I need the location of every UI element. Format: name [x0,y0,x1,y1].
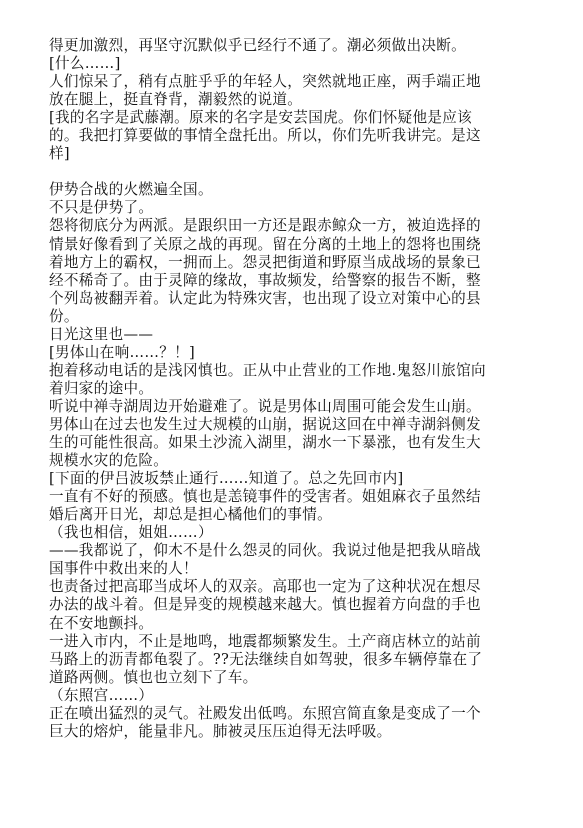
text-line: 份。 [49,307,79,325]
text-line: 着归家的途中。 [49,379,154,397]
text-line: 个列岛被翻弄着。认定此为特殊灾害，也出现了设立对策中心的县 [49,289,481,307]
text-line: 一进入市内，不止是地鸣，地震都频繁发生。土产商店林立的站前 [49,632,481,650]
text-line: ——我都说了，仰木不是什么怨灵的同伙。我说过他是把我从暗战 [49,542,481,560]
text-line: 样] [49,145,70,163]
text-line: 怨将彻底分为两派。是跟织田一方还是跟赤鲸众一方，被迫选择的 [49,217,481,235]
text-line: 抱着移动电话的是浅冈慎也。正从中止营业的工作地.鬼怒川旅馆向 [49,361,486,379]
text-line: [男体山在响……？！] [49,343,196,361]
text-line: 巨大的熔炉，能量非凡。肺被灵压压迫得无法呼吸。 [49,722,392,740]
document-page [49,37,531,741]
text-line: [什么……] [49,55,121,73]
blank-line [49,163,531,181]
text-line: 着地方上的霸权，一拥而上。怨灵把街道和野原当成战场的景象已 [49,253,481,271]
text-line: 马路上的沥青都龟裂了。??无法继续自如驾驶，很多车辆停靠在了 [49,650,483,668]
text-line: 人们惊呆了，稍有点脏乎乎的年轻人，突然就地正座，两手端正地 [49,73,481,91]
text-line: 男体山在过去也发生过大规模的山崩，据说这回在中禅寺湖斜侧发 [49,415,481,433]
text-line: [我的名字是武藤潮。原来的名字是安芸国虎。你们怀疑他是应该 [49,109,473,127]
text-line: 听说中禅寺湖周边开始避难了。说是男体山周围可能会发生山崩。 [49,397,481,415]
text-line: 的。我把打算要做的事情全盘托出。所以，你们先听我讲完。是这 [49,127,481,145]
text-line: 情景好像看到了关原之战的再现。留在分离的土地上的怨将也围绕 [49,235,481,253]
text-line: 不只是伊势了。 [49,199,154,217]
text-line: 一直有不好的预感。慎也是恙镜事件的受害者。姐姐麻衣子虽然结 [49,488,481,506]
text-line: 生的可能性很高。如果土沙流入湖里，湖水一下暴涨，也有发生大 [49,434,481,452]
text-line: 办法的战斗着。但是异变的规模越来越大。慎也握着方向盘的手也 [49,596,481,614]
text-line: 道路两侧。慎也也立刻下了车。 [49,668,258,686]
text-line: 规模水灾的危险。 [49,452,169,470]
text-line: 婚后离开日光，却总是担心橘他们的事情。 [49,506,332,524]
text-line: 伊势合战的火燃遍全国。 [49,181,213,199]
text-line: 也责备过把高耶当成坏人的双亲。高耶也一定为了这种状况在想尽 [49,578,481,596]
text-line: [下面的伊吕波坂禁止通行…...知道了。总之先回市内] [49,470,404,488]
text-line: （我也相信，姐姐……） [49,524,213,542]
text-line: 放在腿上，挺直脊背，潮毅然的说道。 [49,91,303,109]
text-line: 得更加激烈，再坚守沉默似乎已经行不通了。潮必须做出决断。 [49,37,467,54]
text-line: 国事件中救出来的人！ [49,560,198,578]
text-line: （东照宫……） [49,686,154,704]
text-line: 正在喷出猛烈的灵气。社殿发出低鸣。东照宫简直象是变成了一个 [49,704,481,722]
text-line: 日光这里也—— [49,325,154,343]
text-line: 在不安地颤抖。 [49,614,154,632]
text-line: 经不稀奇了。由于灵障的缘故，事故频发，给警察的报告不断，整 [49,271,481,289]
